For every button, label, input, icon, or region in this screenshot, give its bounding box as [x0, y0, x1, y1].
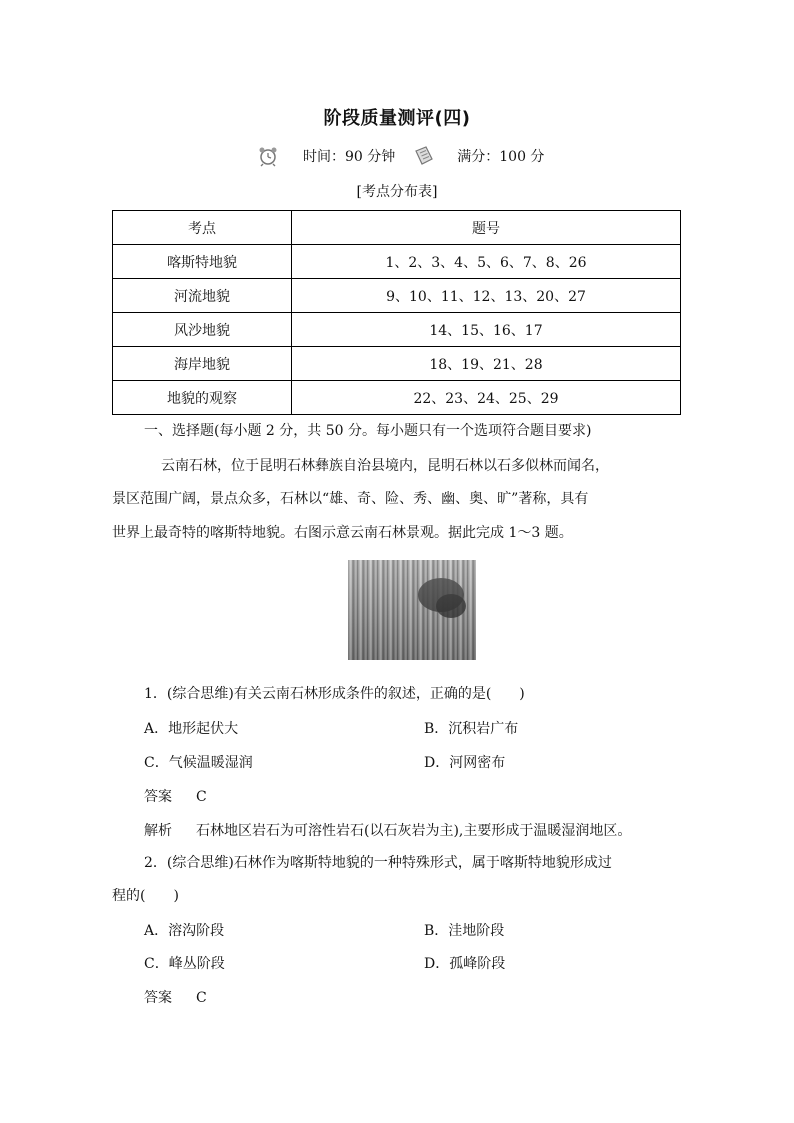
q1-option-d: D．河网密布 [424, 755, 506, 771]
alarm-clock-icon [257, 145, 279, 167]
analysis-label: 解析 [144, 823, 172, 839]
q2-answer [144, 987, 207, 1007]
table-cell-numbers: 14、15、16、17 [292, 313, 681, 347]
q1-option-b: B．沉积岩广布 [424, 721, 519, 737]
section-heading: 一、选择题(每小题 2 分，共 50 分。每小题只有一个选项符合题目要求) [144, 423, 592, 439]
q1-option-a: A．地形起伏大 [144, 721, 239, 737]
passage-line: 景区范围广阔，景点众多，石林以“雄、奇、险、秀、幽、奥、旷”著称，具有 [112, 491, 589, 507]
column-header-topic: 考点 [113, 211, 292, 245]
question-2-stem-cont: 程的( ) [112, 888, 179, 904]
passage-line: 世界上最奇特的喀斯特地貌。右图示意云南石林景观。据此完成 1～3 题。 [112, 525, 573, 541]
q1-analysis [144, 820, 631, 840]
q2-option-c: C．峰丛阶段 [144, 956, 225, 972]
answer-label: 答案 [144, 990, 172, 1006]
answer-label: 答案 [144, 789, 172, 805]
photo-shade [348, 560, 476, 660]
table-header-row [113, 211, 681, 245]
answer-value: C [196, 990, 207, 1006]
q1-answer [144, 786, 207, 806]
table-caption: [考点分布表] [356, 184, 438, 200]
question-2-stem: 2．(综合思维)石林作为喀斯特地貌的一种特殊形式，属于喀斯特地貌形成过 [144, 855, 612, 871]
full-score: 满分：100 分 [457, 149, 545, 165]
answer-value: C [196, 789, 207, 805]
table-row [113, 347, 681, 381]
table-row [113, 279, 681, 313]
table-cell-topic: 地貌的观察 [113, 381, 292, 415]
table-cell-numbers: 9、10、11、12、13、20、27 [292, 279, 681, 313]
page-title: 阶段质量测评(四) [323, 108, 471, 129]
table-cell-numbers: 22、23、24、25、29 [292, 381, 681, 415]
stone-forest-photo [348, 560, 476, 660]
topic-distribution-table [112, 210, 681, 415]
table-cell-numbers: 18、19、21、28 [292, 347, 681, 381]
analysis-text: 石林地区岩石为可溶性岩石(以石灰岩为主),主要形成于温暖湿润地区。 [196, 823, 632, 839]
table-cell-topic: 河流地貌 [113, 279, 292, 313]
q2-option-d: D．孤峰阶段 [424, 956, 506, 972]
q1-option-c: C．气候温暖湿润 [144, 755, 253, 771]
table-row [113, 381, 681, 415]
question-1-stem: 1．(综合思维)有关云南石林形成条件的叙述，正确的是( ) [144, 686, 525, 702]
table-cell-numbers: 1、2、3、4、5、6、7、8、26 [292, 245, 681, 279]
table-cell-topic: 风沙地貌 [113, 313, 292, 347]
table-cell-topic: 海岸地貌 [113, 347, 292, 381]
q2-option-b: B．洼地阶段 [424, 923, 505, 939]
q2-option-a: A．溶沟阶段 [144, 923, 225, 939]
column-header-question-numbers: 题号 [292, 211, 681, 245]
passage-line: 云南石林，位于昆明石林彝族自治县境内，昆明石林以石多似林而闻名， [161, 458, 609, 474]
score-paper-icon [413, 145, 435, 167]
exam-meta [257, 144, 544, 168]
time-limit: 时间：90 分钟 [303, 149, 396, 165]
table-row [113, 313, 681, 347]
table-row [113, 245, 681, 279]
table-cell-topic: 喀斯特地貌 [113, 245, 292, 279]
